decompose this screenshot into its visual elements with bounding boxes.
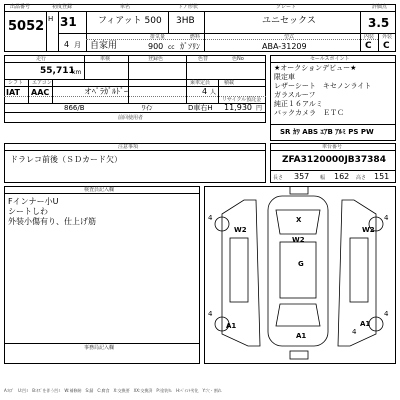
- first-reg-year: 31: [60, 15, 77, 29]
- label-aircon: エアコン: [32, 80, 52, 86]
- marker-w2-right: W2: [362, 226, 375, 234]
- label-color-no: 色No: [232, 56, 244, 62]
- equipment-row: SR ｶﾜ ABS ｴｱB ｱﾙﾐ PS PW: [280, 128, 374, 136]
- equipment: オﾍﾟﾗｶﾞﾙﾄﾞｰ: [84, 87, 128, 96]
- label-width: 幅: [320, 175, 326, 181]
- era: H: [48, 15, 54, 23]
- label-door-shape: ドア形状: [178, 4, 198, 10]
- label-report-bottom: 事務局記入欄: [84, 345, 115, 351]
- capacity-unit: 人: [210, 89, 217, 96]
- side-label-3: 4: [208, 310, 213, 318]
- label-length: 長さ: [273, 175, 284, 181]
- door-shape: 3HB: [176, 16, 195, 26]
- mileage-unit: km: [72, 69, 82, 76]
- selling-point-6: バックカメラ ＥＴＣ: [274, 109, 344, 117]
- car-diagram: [204, 186, 396, 364]
- notes-body: ドラレコ前後（ＳＤカード欠）: [10, 155, 122, 164]
- label-grade: グレード: [276, 4, 297, 10]
- selling-point-3: レザーシート キセノンライト: [274, 82, 372, 90]
- inspector-line-3: 外装小傷有り、仕上げ筋: [8, 217, 96, 226]
- side-label-2: 4: [384, 214, 389, 222]
- label-model: 型式: [284, 34, 295, 40]
- tire: 866/B: [64, 104, 85, 112]
- label-capacity: 乗車定員: [190, 80, 211, 86]
- selling-point-1: ★オークションデビュー★: [274, 64, 357, 72]
- label-recycle: リサイクル預託金: [222, 97, 262, 103]
- side-label-5: 4: [352, 328, 357, 336]
- width: 162: [334, 172, 350, 181]
- recycle-amount: 11,930: [224, 103, 252, 112]
- label-shift: シフト: [8, 80, 24, 86]
- chassis-number: ZFA3120000JB37384: [282, 155, 386, 165]
- label-lot-no: 出品番号: [10, 4, 31, 10]
- shift: IAT: [6, 88, 21, 97]
- marker-w2-left: W2: [234, 226, 247, 234]
- label-notes: 注意事項: [118, 144, 139, 150]
- grade: ユニセックス: [262, 16, 316, 26]
- label-history: 前回使用者: [118, 115, 144, 121]
- score: 3.5: [368, 16, 390, 30]
- mileage: 55,711: [40, 66, 75, 76]
- side-label-4: 4: [384, 310, 389, 318]
- label-selling-points: セールスポイント: [310, 56, 350, 62]
- label-inspector: 検査員記入欄: [84, 187, 115, 193]
- label-score: 評価点: [372, 4, 388, 10]
- label-shaken: 車検: [100, 56, 111, 62]
- inspector-line-2: シートしわ: [8, 207, 48, 216]
- side-label-1: 4: [208, 214, 213, 222]
- marker-g: G: [298, 260, 304, 268]
- displacement: 900: [148, 42, 164, 51]
- exterior-grade: C: [383, 41, 390, 51]
- aircon: AAC: [31, 88, 50, 97]
- usage: 自家用: [90, 41, 118, 51]
- drive: ﾜｲﾝ: [142, 104, 153, 112]
- label-chassis: 車台番号: [322, 144, 343, 150]
- selling-point-4: ガラスルーフ: [274, 91, 316, 99]
- marker-x: X: [296, 216, 302, 224]
- recycle-unit: 円: [256, 105, 263, 112]
- selling-point-2: 限定車: [274, 73, 295, 81]
- label-car-name: 車名: [120, 4, 131, 10]
- marker-w2-top: W2: [292, 236, 305, 244]
- label-color: 登録色: [148, 56, 164, 62]
- lot-number: 5052: [8, 19, 45, 34]
- label-exterior: 外装: [382, 34, 393, 40]
- label-first-reg: 初度登録: [52, 4, 73, 10]
- marker-a1-right: A1: [360, 320, 371, 328]
- marker-a1-bottom: A1: [296, 332, 307, 340]
- label-load: 積載: [224, 80, 235, 86]
- label-interior: 内装: [364, 34, 375, 40]
- selling-point-5: 純正１６アルミ: [274, 100, 323, 108]
- fuel: ｶﾞｿﾘﾝ: [180, 42, 200, 51]
- marker-a1-left: A1: [226, 322, 237, 330]
- first-reg-month: 4: [64, 40, 70, 49]
- height: 151: [374, 172, 390, 181]
- label-color-code: 色替: [198, 56, 209, 62]
- handle: D車右H: [188, 104, 213, 112]
- label-displacement: 排気量: [150, 34, 166, 40]
- displacement-unit: cc: [168, 44, 175, 51]
- interior-grade: C: [365, 41, 372, 51]
- label-fuel: 燃料: [190, 34, 201, 40]
- label-mileage: 走行: [36, 56, 47, 62]
- inspector-line-1: Fインナー小U: [8, 197, 59, 206]
- car-name: フィアット 500: [98, 16, 162, 26]
- month-unit: 月: [74, 41, 81, 49]
- footer-legend: A:ｷｽﾞ U:凹ﾐ B:ｷｽﾞを伴う凹ﾐ W:補修跡 S:錆 C:腐食 X:交換要 XX:交換済 P:塗装ﾀﾚ H:ﾍﾟｲﾝﾄ劣化 Y:穴・割れ: [4, 388, 222, 393]
- label-height: 高さ: [356, 175, 367, 181]
- length: 357: [294, 172, 310, 181]
- model: ABA-31209: [262, 42, 307, 51]
- capacity: 4: [202, 87, 208, 96]
